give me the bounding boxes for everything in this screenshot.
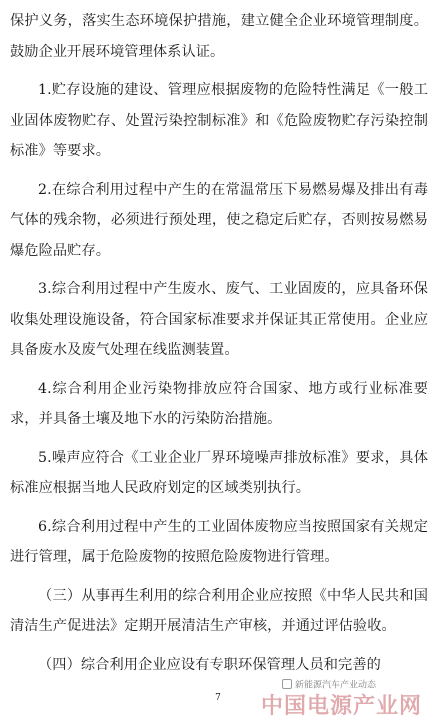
paragraph-item-3-wastewater: 3.综合利用过程中产生废水、废气、工业固废的，应具备环保收集处理设施设备，符合国家标准要求并保证其正常使用。企业应具备废水及废气处理在线监测装置。	[10, 281, 428, 358]
paragraph-item-1-storage: 1.贮存设施的建设、管理应根据废物的危险特性满足《一般工业固体废物贮存、处置污染控制标准》和《危险废物贮存污染控制标准》等要求。	[10, 82, 428, 159]
paragraph-item-6-solid-waste: 6.综合利用过程中产生的工业固体废物应当按照国家有关规定进行管理，属于危险废物的按照危险废物进行管理。	[10, 518, 428, 565]
document-body	[10, 6, 428, 688]
watermark-source	[282, 680, 376, 692]
paragraph-item-2-residue: 2.在综合利用过程中产生的在常温常压下易燃易爆及排出有毒气体的残余物，必须进行预处理，使之稳定后贮存，否则按易燃易爆危险品贮存。	[10, 181, 428, 259]
wechat-icon	[282, 679, 292, 689]
page-number: 7	[215, 693, 221, 703]
paragraph-item-4-emission: 4.综合利用企业污染物排放应符合国家、地方或行业标准要求，并具备土壤及地下水的污染防治措施。	[10, 380, 428, 427]
watermark	[262, 678, 422, 724]
paragraph-item-5-noise: 5.噪声应符合《工业企业厂界环境噪声排放标准》要求，具体标准应根据当地人民政府划定的区域类别执行。	[10, 449, 428, 496]
watermark-site-name: 中国电源产业网	[260, 694, 422, 719]
paragraph-section-3-clean-production: （三）从事再生利用的综合利用企业应按照《中华人民共和国清洁生产促进法》定期开展清洁生产审核，并通过评估验收。	[10, 587, 428, 634]
paragraph-section-4-staff: （四）综合利用企业应设有专职环保管理人员和完善的	[38, 656, 381, 673]
paragraph-environment-duty: 保护义务，落实生态环境保护措施，建立健全企业环境管理制度。鼓励企业开展环境管理体系认证。	[10, 13, 428, 60]
watermark-source-label: 新能源汽车产业动态	[295, 680, 377, 691]
